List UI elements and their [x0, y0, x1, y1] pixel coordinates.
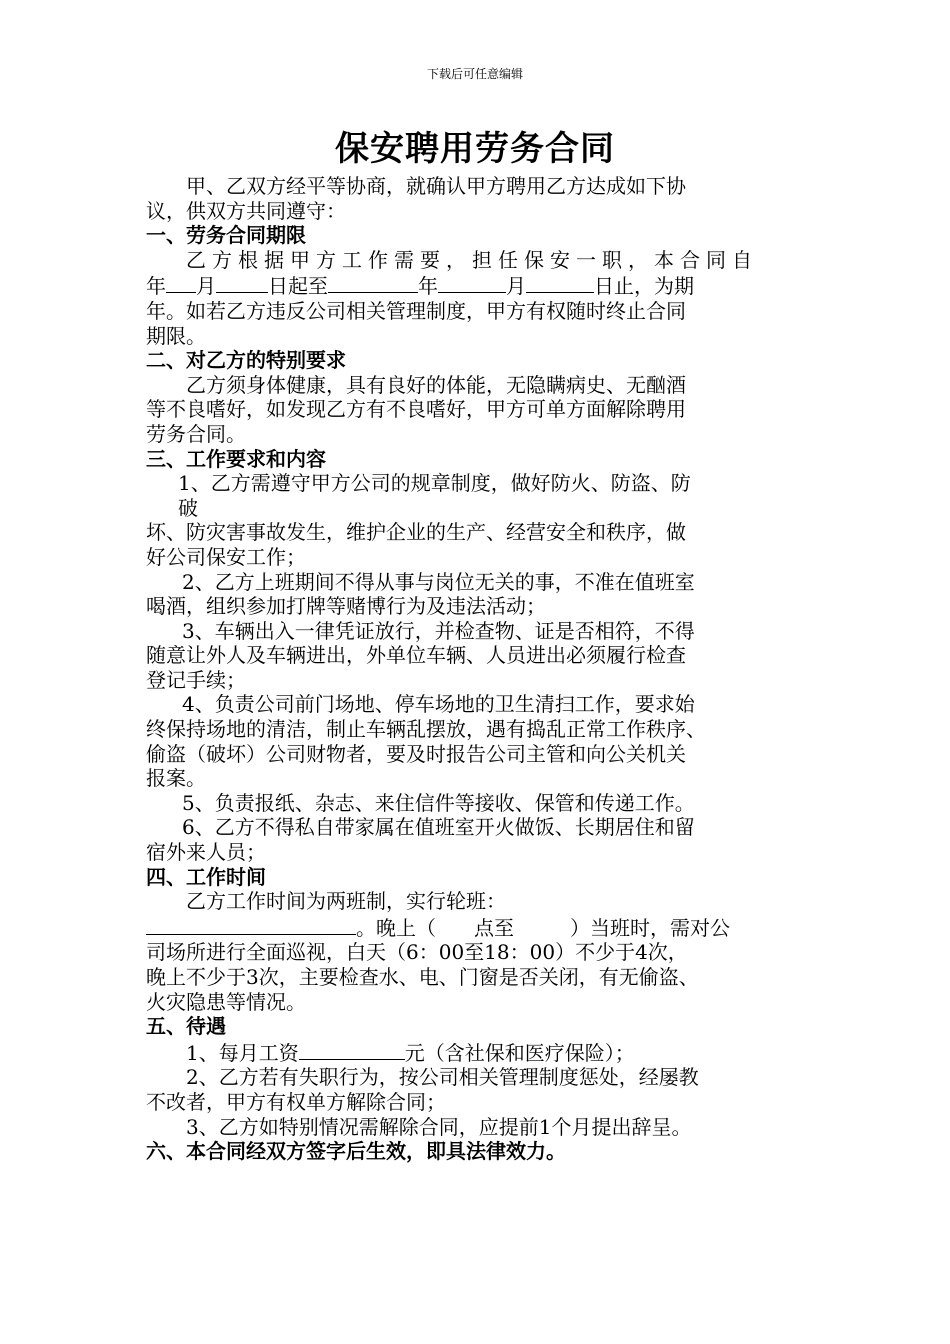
end-month-blank[interactable] [438, 272, 506, 293]
section-1-line-2 [146, 272, 806, 299]
item-3-1-line-1: 1、乙方需遵守甲方公司的规章制度，做好防火、防盗、防 [178, 471, 691, 496]
section-1-heading: 一、劳务合同期限 [146, 223, 306, 248]
section-3-heading: 三、工作要求和内容 [146, 446, 326, 471]
on-duty-label: ）当班时，需对公 [570, 915, 730, 940]
end-year-blank[interactable] [328, 272, 418, 293]
section-5-heading: 五、待遇 [146, 1014, 226, 1039]
start-day-blank[interactable] [216, 272, 268, 293]
item-3-1-line-4: 好公司保安工作； [146, 544, 306, 569]
month-label: 月 [196, 274, 216, 299]
section-2-line-1: 乙方须身体健康，具有良好的体能，无隐瞒病史、无酗酒 [186, 372, 686, 397]
from-label: 日起至 [268, 274, 328, 299]
item-3-3-line-3: 登记手续； [146, 667, 246, 692]
item-3-6-line-2: 宿外来人员； [146, 840, 266, 865]
section-4-line-5: 火灾隐患等情况。 [146, 989, 306, 1014]
item-3-6-line-1: 6、乙方不得私自带家属在值班室开火做饭、长期居住和留 [182, 815, 695, 840]
item-5-2-line-2: 不改者，甲方有权单方解除合同； [146, 1089, 446, 1114]
section-4-line-3: 司场所进行全面巡视，白天（6：00至18：00）不少于4次， [146, 940, 688, 965]
section-6-heading: 六、本合同经双方签字后生效，即具法律效力。 [146, 1139, 566, 1164]
item-3-1-line-2: 破 [178, 495, 198, 520]
item-3-1-line-3: 坏、防灾害事故发生，维护企业的生产、经营安全和秩序，做 [146, 520, 686, 545]
year-label: 年 [146, 274, 166, 299]
until-label: 日止，为期 [594, 274, 694, 299]
start-month-blank[interactable] [166, 272, 196, 293]
item-5-2-line-1: 2、乙方若有失职行为，按公司相关管理制度惩处，经屡教 [186, 1065, 699, 1090]
item-5-1 [146, 1039, 806, 1066]
end-year-label: 年 [418, 274, 438, 299]
section-1-line-3: 年。如若乙方违反公司相关管理制度，甲方有权随时终止合同 [146, 298, 686, 323]
item-3-3-line-2: 随意让外人及车辆进出，外单位车辆、人员进出必须履行检查 [146, 643, 686, 668]
salary-blank[interactable] [299, 1039, 405, 1060]
section-4-line-4: 晚上不少于3次，主要检查水、电、门窗是否关闭，有无偷盗、 [146, 965, 699, 989]
item-3-4-line-3: 偷盗（破坏）公司财物者，要及时报告公司主管和向公关机关 [146, 741, 686, 766]
page-header-note: 下载后可任意编辑 [426, 67, 523, 81]
section-1-line-4: 期限。 [146, 323, 206, 348]
end-month-label: 月 [506, 274, 526, 299]
document-title: 保安聘用劳务合同 [335, 129, 615, 169]
item-3-4-line-1: 4、负责公司前门场地、停车场地的卫生清扫工作，要求始 [182, 692, 695, 717]
salary-suffix: 元（含社保和医疗保险）； [404, 1040, 635, 1065]
contract-body [146, 174, 806, 1164]
item-3-2-line-1: 2、乙方上班期间不得从事与岗位无关的事，不准在值班室 [182, 569, 695, 594]
section-4-line-2 [146, 914, 806, 941]
intro-line-1: 甲、乙双方经平等协商，就确认甲方聘用乙方达成如下协 [186, 174, 686, 198]
section-2-line-2: 等不良嗜好，如发现乙方有不良嗜好，甲方可单方面解除聘用 [146, 397, 686, 422]
section-4-heading: 四、工作时间 [146, 864, 266, 889]
day-shift-blank[interactable] [146, 914, 356, 935]
section-2-heading: 二、对乙方的特别要求 [146, 348, 346, 373]
item-3-5-line-1: 5、负责报纸、杂志、来住信件等接收、保管和传递工作。 [182, 790, 695, 815]
end-day-blank[interactable] [526, 272, 594, 293]
item-3-4-line-4: 报案。 [146, 766, 206, 791]
to-label: 点至 [474, 915, 514, 940]
section-4-line-1: 乙方工作时间为两班制，实行轮班： [186, 889, 506, 914]
item-3-3-line-1: 3、车辆出入一律凭证放行，并检查物、证是否相符，不得 [182, 618, 695, 643]
salary-label: 1、每月工资 [186, 1040, 299, 1065]
night-label: 。晚上（ [356, 915, 436, 940]
item-3-2-line-2: 喝酒，组织参加打牌等赌博行为及违法活动； [146, 594, 546, 619]
section-1-line-1: 乙方根据甲方工作需要，担任保安一职，本合同自 [186, 247, 758, 272]
section-2-line-3: 劳务合同。 [146, 421, 246, 446]
intro-line-2: 议，供双方共同遵守： [146, 198, 346, 223]
item-5-3-line-1: 3、乙方如特别情况需解除合同，应提前1个月提出辞呈。 [186, 1114, 692, 1139]
item-3-4-line-2: 终保持场地的清洁，制止车辆乱摆放，遇有捣乱正常工作秩序、 [146, 717, 706, 742]
